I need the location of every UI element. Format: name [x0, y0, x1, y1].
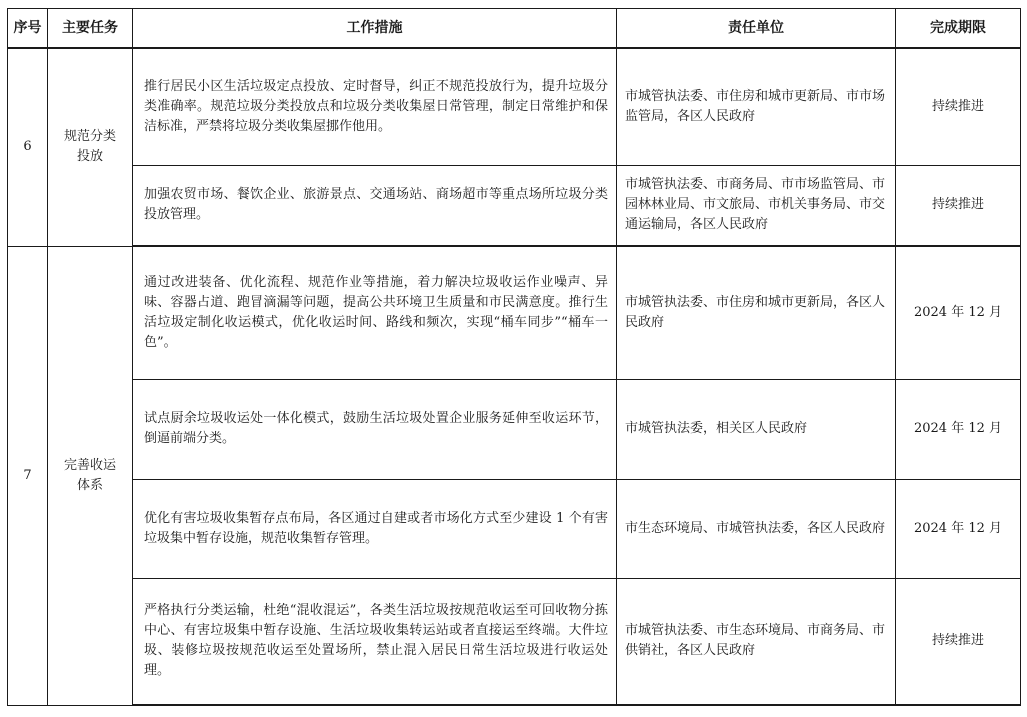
measure-cell: 通过改进装备、优化流程、规范作业等措施，着力解决垃圾收运作业噪声、异味、容器占道、跑冒滴漏等问题，提高公共环境卫生质量和市民满意度。推行生活垃圾定制化收运模式，优化收运时间、路线和频次，实现“桶车同步”“桶车一色”。 [133, 246, 617, 379]
unit-cell: 市城管执法委、市住房和城市更新局，各区人民政府 [617, 246, 896, 379]
task-name [48, 246, 133, 705]
header-no: 序号 [8, 9, 48, 49]
table-row [8, 479, 1021, 578]
row-number: 6 [8, 48, 48, 246]
deadline-cell: 持续推进 [896, 165, 1021, 246]
header-unit: 责任单位 [617, 9, 896, 49]
deadline-cell: 持续推进 [896, 578, 1021, 705]
task-name [48, 48, 133, 246]
table-row [8, 578, 1021, 705]
measure-cell: 优化有害垃圾收集暂存点布局，各区通过自建或者市场化方式至少建设 1 个有害垃圾集中暂存设施，规范收集暂存管理。 [133, 479, 617, 578]
unit-cell: 市城管执法委、市住房和城市更新局、市市场监管局，各区人民政府 [617, 48, 896, 165]
header-measure: 工作措施 [133, 9, 617, 49]
measure-cell: 严格执行分类运输，杜绝“混收混运”，各类生活垃圾按规范收运至可回收物分拣中心、有害垃圾集中暂存设施、生活垃圾收集转运站或者直接运至终端。大件垃圾、装修垃圾按规范收运至处置场所，禁止混入居民日常生活垃圾进行收运处理。 [133, 578, 617, 705]
header-deadline: 完成期限 [896, 9, 1021, 49]
deadline-cell: 2024 年 12 月 [896, 479, 1021, 578]
table-row [8, 165, 1021, 246]
task-label: 规范分类投放 [64, 129, 117, 165]
table-header-row [8, 9, 1021, 49]
table-row [8, 246, 1021, 379]
row-number: 7 [8, 246, 48, 705]
unit-cell: 市生态环境局、市城管执法委，各区人民政府 [617, 479, 896, 578]
table-row [8, 48, 1021, 165]
unit-cell: 市城管执法委、市生态环境局、市商务局、市供销社，各区人民政府 [617, 578, 896, 705]
unit-cell: 市城管执法委，相关区人民政府 [617, 379, 896, 479]
task-label: 完善收运体系 [64, 457, 117, 493]
measure-cell: 试点厨余垃圾收运处一体化模式，鼓励生活垃圾处置企业服务延伸至收运环节，倒逼前端分类。 [133, 379, 617, 479]
unit-cell: 市城管执法委、市商务局、市市场监管局、市园林林业局、市文旅局、市机关事务局、市交通运输局，各区人民政府 [617, 165, 896, 246]
header-task: 主要任务 [48, 9, 133, 49]
deadline-cell: 2024 年 12 月 [896, 246, 1021, 379]
table-row [8, 379, 1021, 479]
task-table [7, 8, 1021, 706]
measure-cell: 加强农贸市场、餐饮企业、旅游景点、交通场站、商场超市等重点场所垃圾分类投放管理。 [133, 165, 617, 246]
deadline-cell: 2024 年 12 月 [896, 379, 1021, 479]
measure-cell: 推行居民小区生活垃圾定点投放、定时督导，纠正不规范投放行为，提升垃圾分类准确率。规范垃圾分类投放点和垃圾分类收集屋日常管理，制定日常维护和保洁标准，严禁将垃圾分类收集屋挪作他用。 [133, 48, 617, 165]
deadline-cell: 持续推进 [896, 48, 1021, 165]
